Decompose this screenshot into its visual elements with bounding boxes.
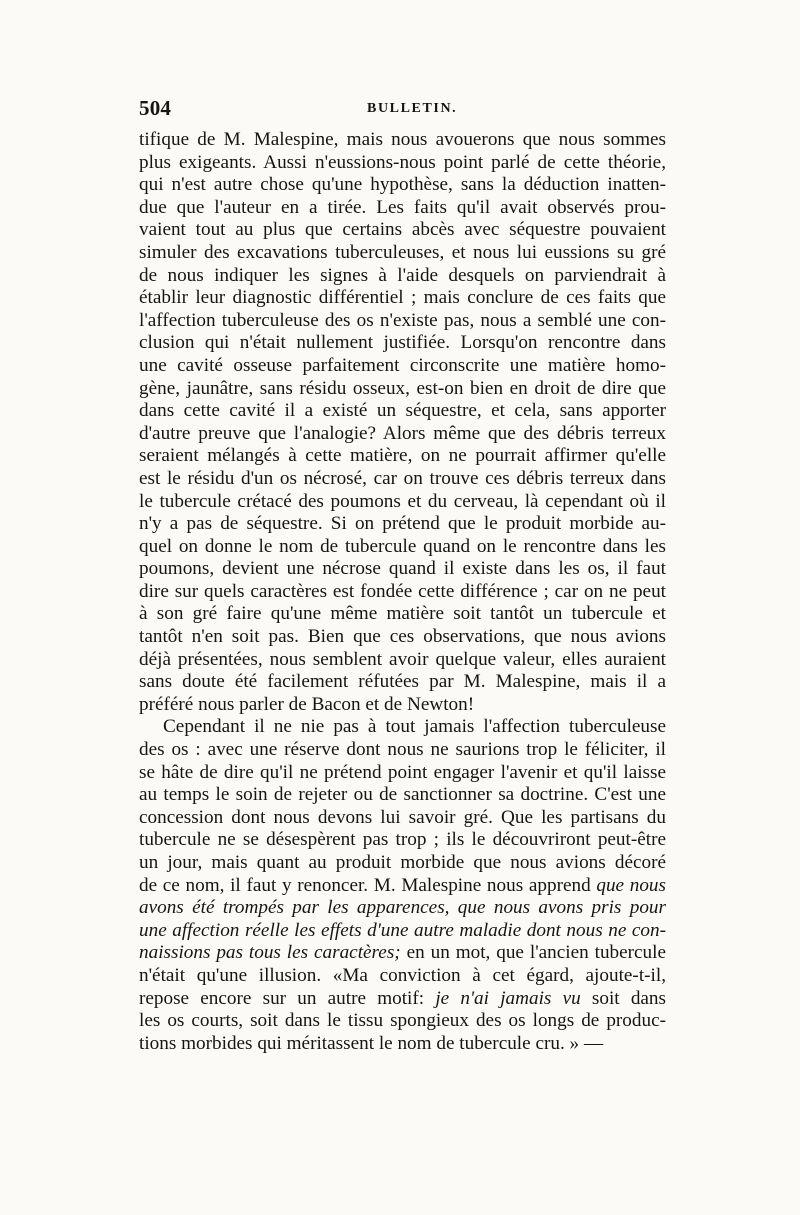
text-run: une cavité osseuse parfaitement circonscrite une matière homo-: [139, 354, 666, 376]
text-run: établir leur diagnostic différentiel ; mais conclure de ces faits que: [139, 287, 666, 309]
text-line: [139, 378, 666, 401]
text-line: [139, 265, 666, 288]
text-run: tifique de M. Malespine, mais nous avouerons que nous sommes: [139, 129, 666, 150]
text-line: [139, 739, 666, 762]
text-run: déjà présentées, nous semblent avoir quelque valeur, elles auraient: [139, 648, 666, 670]
italic-text-run: je n'ai jamais vu: [435, 987, 581, 1009]
text-run: vaient tout au plus que certains abcès avec séquestre pouvaient: [139, 219, 666, 241]
text-run: dans cette cavité il a existé un séquestre, et cela, sans apporter: [139, 400, 666, 422]
text-line: [139, 694, 666, 717]
text-run: un jour, mais quant au produit morbide que nous avions décoré: [139, 852, 666, 873]
text-run: les os courts, soit dans le tissu spongieux des os longs de produc-: [139, 1010, 666, 1032]
text-run: à son gré faire qu'une même matière soit tantôt un tubercule et: [139, 603, 666, 625]
text-run: de nous indiquer les signes à l'aide desquels on parviendrait à: [139, 264, 666, 286]
text-run: au temps le soin de rejeter ou de sanctionner sa doctrine. C'est une: [139, 784, 666, 806]
text-line: [139, 400, 666, 423]
text-line: [139, 965, 666, 988]
italic-text-run: que nous: [596, 874, 666, 896]
text-run: est le résidu d'un os nécrosé, car on trouve ces débris terreux dans: [139, 467, 666, 489]
text-run: poumons, devient une nécrose quand il existe dans les os, il faut: [139, 558, 666, 580]
text-line: [139, 875, 666, 898]
text-line: [139, 603, 666, 626]
text-run: plus exigeants. Aussi n'eussions-nous point parlé de cette théorie,: [139, 151, 666, 173]
text-line: [139, 716, 666, 739]
text-run: tantôt n'en soit pas. Bien que ces observations, que nous avions: [139, 626, 666, 648]
text-line: [139, 242, 666, 265]
text-line: [139, 1010, 666, 1033]
text-line: [139, 332, 666, 355]
text-run: le tubercule crétacé des poumons et du cerveau, là cependant où il: [139, 490, 666, 512]
text-line: [139, 829, 666, 852]
text-line: [139, 287, 666, 310]
italic-text-run: avons été trompés par les apparences, que nous avons pris pour: [139, 897, 666, 919]
text-run: se hâte de dire qu'il ne prétend point engager l'avenir et qu'il laisse: [139, 761, 666, 783]
text-run: gène, jaunâtre, sans résidu osseux, est-on bien en droit de dire que: [139, 377, 666, 399]
text-line: [139, 920, 666, 943]
text-run: qui n'est autre chose qu'une hypothèse, sans la déduction inatten-: [139, 174, 666, 196]
text-line: [139, 807, 666, 830]
text-run: d'autre preuve que l'analogie? Alors même que des débris terreux: [139, 422, 666, 444]
running-title: BULLETIN.: [367, 101, 458, 116]
text-line: [139, 536, 666, 559]
page-number: 504: [139, 96, 172, 120]
text-line: [139, 649, 666, 672]
text-line: [139, 852, 666, 875]
italic-text-run: une affection réelle les effets d'une autre maladie dont nous ne con-: [139, 919, 666, 941]
text-run: soit dans: [580, 987, 666, 1009]
body-text: [139, 129, 666, 1055]
text-run: simuler des excavations tuberculeuses, et nous lui eussions su gré: [139, 241, 666, 263]
text-run: l'affection tuberculeuse des os n'existe pas, nous a semblé une con-: [139, 309, 666, 331]
text-run: de ce nom, il faut y renoncer. M. Malespine nous apprend: [139, 874, 597, 896]
text-line: [139, 152, 666, 175]
text-run: en un mot, que l'ancien tubercule: [400, 942, 667, 964]
text-run: concession dont nous devons lui savoir gré. Que les partisans du: [139, 806, 666, 828]
italic-text-run: naissions pas tous les caractères;: [139, 942, 401, 964]
text-line: [139, 988, 666, 1011]
text-line: [139, 197, 666, 220]
text-line: [139, 310, 666, 333]
text-run: Cependant il ne nie pas à tout jamais l'affection tuberculeuse: [163, 716, 666, 738]
text-line: [139, 762, 666, 785]
text-line: [139, 671, 666, 694]
text-run: quel on donne le nom de tubercule quand on le rencontre dans les: [139, 535, 666, 557]
text-line: [139, 355, 666, 378]
text-line: [139, 219, 666, 242]
text-run: due que l'auteur en a tirée. Les faits qu'il avait observés prou-: [139, 196, 666, 218]
text-run: n'était qu'une illusion. «Ma conviction à cet égard, ajoute-t-il,: [139, 964, 666, 986]
text-line: [139, 445, 666, 468]
text-run: tubercule ne se désespèrent pas trop ; ils le découvriront peut-être: [139, 829, 666, 851]
text-run: clusion qui n'était nullement justifiée. Lorsqu'on rencontre dans: [139, 332, 666, 354]
text-line: [139, 423, 666, 446]
text-line: [139, 513, 666, 536]
text-line: [139, 129, 666, 152]
text-line: [139, 626, 666, 649]
text-run: sans doute été facilement réfutées par M. Malespine, mais il a: [139, 671, 666, 693]
text-line: [139, 558, 666, 581]
text-run: seraient mélangés à cette matière, on ne pourrait affirmer qu'elle: [139, 445, 666, 467]
text-run: des os : avec une réserve dont nous ne saurions trop le féliciter, il: [139, 739, 666, 761]
text-line: [139, 581, 666, 604]
text-run: tions morbides qui méritassent le nom de tubercule cru. » —: [139, 1032, 604, 1054]
text-line: [139, 174, 666, 197]
text-line: [139, 1033, 666, 1056]
text-run: repose encore sur un autre motif:: [139, 987, 436, 1009]
text-run: n'y a pas de séquestre. Si on prétend que le produit morbide au-: [139, 513, 666, 535]
text-line: [139, 491, 666, 514]
text-run: dire sur quels caractères est fondée cette différence ; car on ne peut: [139, 580, 666, 602]
text-line: [139, 942, 666, 965]
text-line: [139, 784, 666, 807]
text-line: [139, 897, 666, 920]
text-run: préféré nous parler de Bacon et de Newton!: [139, 693, 475, 715]
page-header: [139, 96, 666, 126]
text-line: [139, 468, 666, 491]
